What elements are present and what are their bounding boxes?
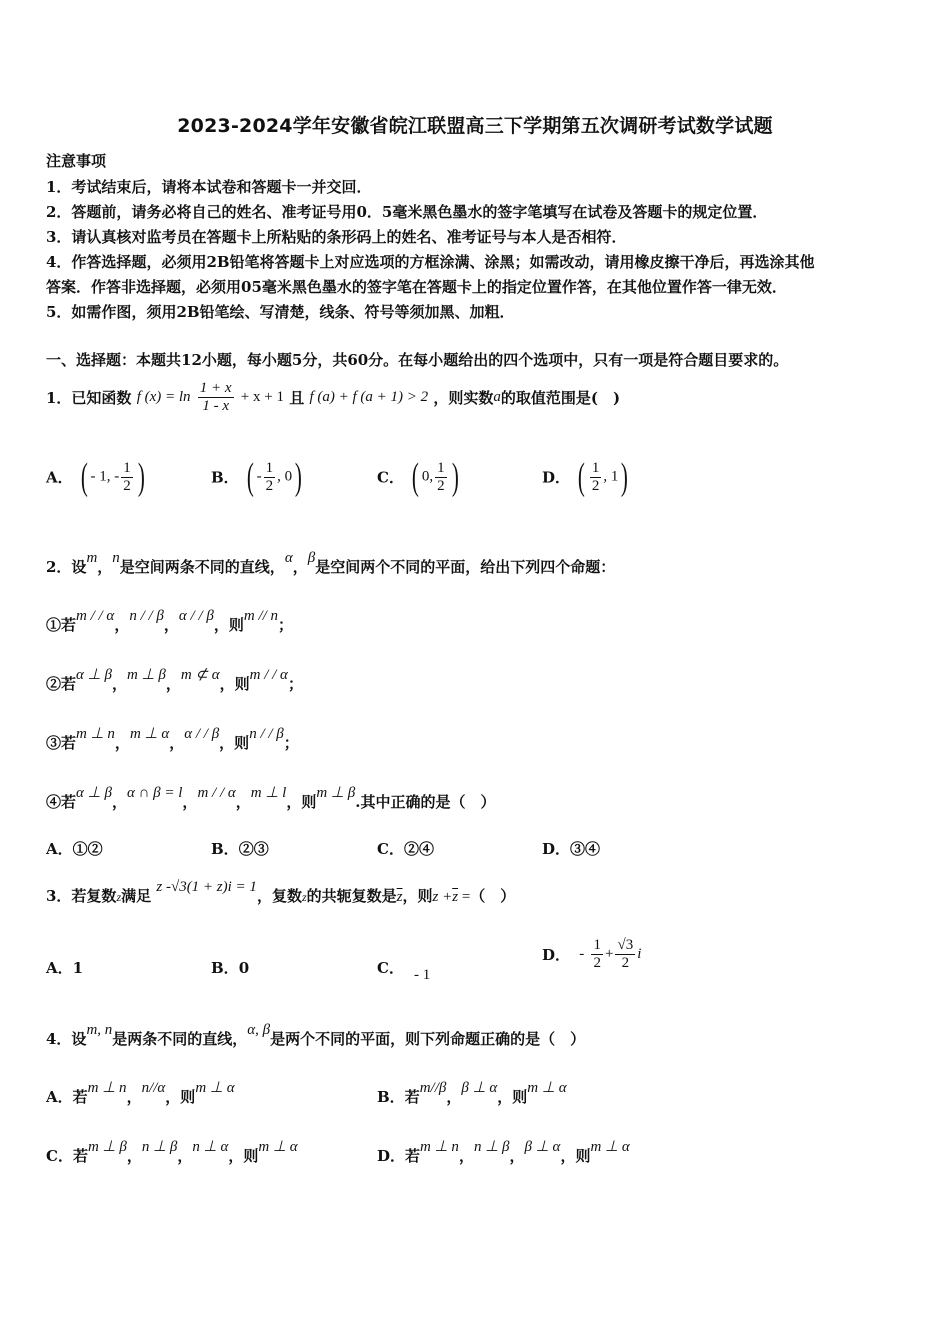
option-label: C． [377,840,404,858]
option-fraction-2 [615,937,635,972]
close-paren-icon: ) [621,456,629,498]
option-label: D． [542,946,571,964]
option-fraction [590,460,602,495]
fraction-num: 1 [437,459,445,476]
q2-comma-2: ， [292,558,308,576]
option-fraction [121,460,133,495]
q2-option-a[interactable] [46,838,103,859]
option-result: m ⊥ α [590,1139,630,1155]
section-heading: 一、选择题：本题共12小题，每小题5分，共60分。在每小题给出的四个选项中，只有一项是符合题目要求的。 [46,351,789,369]
q3-option-d[interactable] [542,937,641,972]
option-text: ②③ [238,840,269,858]
q1-option-d[interactable] [542,458,631,496]
q2-prefix: 2．设 [46,558,87,576]
option-then: ，则 [228,1147,259,1165]
q2-proposition-4 [46,785,496,812]
prop-then: ，则 [219,675,250,693]
q2-proposition-3 [46,726,299,753]
option-text: - 1 [413,967,431,983]
prop-then: ，则 [213,616,244,634]
prop-cond-b: m ⊥ β [126,667,166,683]
q4-option-a[interactable] [46,1080,235,1107]
q4-option-b[interactable] [377,1080,567,1107]
option-i: i [637,946,642,962]
option-label: B． [377,1088,405,1106]
option-label: D． [377,1147,406,1165]
prop-cond-a: α ⊥ β [76,667,112,683]
sqrt-icon: √ [170,879,180,895]
open-paren-icon: ( [412,456,419,498]
prop-cond-b: n / / β [129,608,164,624]
sep: ， [458,1147,474,1165]
sep: ， [446,1088,462,1106]
option-cond-a: m ⊥ n [420,1139,459,1155]
fraction-den: 2 [591,477,600,494]
sep: ， [114,616,130,634]
option-cond-b: β ⊥ α [461,1080,498,1096]
option-cond-a: m//β [419,1080,447,1096]
prop-cond-d: m ⊥ l [250,785,287,801]
notice-item-2: 2．答题前，请务必将自己的姓名、准考证号用0．5毫米黑色墨水的签字笔填写在试卷及答题卡的规定位置． [46,203,768,221]
option-label: C． [46,1147,73,1165]
option-cond-c: β ⊥ α [524,1139,561,1155]
option-label: A． [46,1088,73,1106]
option-part: - 1, - [90,468,120,485]
option-then: ，则 [497,1088,528,1106]
option-cond-b: n ⊥ β [141,1139,178,1155]
q3-expr-b: $\overline{z}$ [452,889,459,905]
option-plus: + [604,946,614,962]
option-label: B． [211,959,239,977]
option-label: B． [211,840,239,858]
q3-expr-a: z + [432,889,453,905]
prop-cond-c: α / / β [184,726,220,742]
prop-cond-a: m ⊥ n [76,726,115,742]
q3-z-2: z [301,890,307,904]
prop-lead: ②若 [46,675,77,693]
question-4 [46,1022,586,1049]
q4-text-2: 是两个不同的平面，则下列命题正确的是（ ） [270,1030,586,1048]
prop-end: .其中正确的是（ ） [355,793,496,811]
notice-item-3: 3．请认真核对监考员在答题卡上所粘贴的条形码上的姓名、准考证号与本人是否相符． [46,228,627,246]
q4-ab: α, β [247,1022,271,1038]
prop-then: ，则 [286,793,317,811]
fraction-num: 1 [265,459,274,476]
sep: ， [182,793,198,811]
q3-zbar: $\overline{z}$ [396,889,403,905]
option-minus: - [579,946,585,962]
question-1 [46,380,620,415]
prop-cond-b: m ⊥ α [129,726,170,742]
option-label: A． [46,468,73,487]
q1-option-c[interactable] [377,458,461,496]
close-paren-icon: ) [451,456,459,498]
q3-z: z [116,890,122,904]
q1-fraction [198,380,234,415]
prop-result: n / / β [249,726,284,742]
q1-option-b[interactable] [211,458,305,496]
sep: ， [177,1147,193,1165]
prop-result: m ⊥ β [316,785,356,801]
option-lead: 若 [405,1147,421,1165]
fraction-den: 2 [437,477,445,494]
fraction-den: 2 [593,955,601,971]
q3-option-b[interactable] [211,957,249,978]
option-cond-c: n ⊥ α [192,1139,229,1155]
option-label: B． [211,468,239,487]
option-part-2: , 0 [277,468,293,485]
q3-text-1: 满足 [121,887,152,905]
sep: ， [111,793,127,811]
option-text: ③④ [570,840,601,858]
q1-and: 且 [289,389,305,407]
option-cond-a: m ⊥ n [87,1080,127,1096]
notice-item-1: 1．考试结束后，请将本试卷和答题卡一并交回． [46,178,372,196]
fraction-num: 1 [591,459,600,476]
notice-item-4-cont: 答案．作答非选择题，必须用05毫米黑色墨水的签字笔在答题卡上的指定位置作答，在其他位置作答一律无效． [46,278,787,296]
option-then: ，则 [560,1147,591,1165]
prop-cond-a: m / / α [76,608,115,624]
prop-cond-c: α / / β [178,608,214,624]
option-label: A． [46,959,73,977]
prop-result: m // n [243,608,279,624]
q1-condition: f (a) + f (a + 1) > 2 [309,389,429,405]
q2-option-b[interactable] [211,838,269,859]
q4-text-1: 是两条不同的直线， [112,1030,248,1048]
q3-option-a[interactable] [46,957,83,978]
option-part: - [256,468,262,485]
option-text: ②④ [403,840,434,858]
q1-function-lhs: f (x) = ln [136,389,191,405]
q2-proposition-2 [46,667,303,694]
option-fraction-1 [591,937,603,972]
q3-option-c[interactable] [377,957,431,983]
q3-text-5: （ ） [470,887,516,905]
q2-n: n [112,550,120,566]
option-result: m ⊥ α [258,1139,298,1155]
prop-end: ； [283,734,299,752]
fraction-den: 2 [123,477,131,494]
sqrt-icon: √ [617,937,626,953]
option-text: 0 [238,959,250,977]
page-title: 2023-2024学年安徽省皖江联盟高三下学期第五次调研考试数学试题 [177,115,773,137]
sep: ， [235,793,251,811]
option-label: A． [46,840,73,858]
prop-lead: ①若 [46,616,77,634]
sep: ， [126,1088,142,1106]
fraction-num: 1 [123,459,131,476]
q2-comma: ， [97,558,113,576]
option-lead: 若 [404,1088,420,1106]
q2-alpha: α [284,550,293,566]
option-cond-b: n ⊥ β [473,1139,510,1155]
sep: ， [163,616,179,634]
q2-text-1: 是空间两条不同的直线， [119,558,285,576]
prop-end: ； [278,616,294,634]
q1-fraction-num: 1 + x [199,380,232,396]
option-part-2: , 1 [603,468,619,485]
q2-option-c[interactable] [377,838,434,859]
option-cond-a: m ⊥ β [87,1139,127,1155]
q4-option-c[interactable] [46,1139,298,1166]
option-label: D． [542,840,571,858]
question-2 [46,550,616,577]
fraction-den: 2 [265,477,274,494]
option-label: C． [377,468,404,487]
option-result: m ⊥ α [527,1080,567,1096]
q1-option-a[interactable] [46,458,147,496]
sep: ， [111,675,127,693]
q1-suffix-2: 的取值范围是( ) [500,389,621,407]
fraction-den: 2 [621,955,630,971]
q1-function-rhs: + x + 1 [240,389,284,405]
fraction-num-sqrt [615,937,635,955]
q2-beta: β [307,550,316,566]
prop-lead: ④若 [46,793,77,811]
open-paren-icon: ( [578,456,586,498]
option-lead: 若 [72,1088,88,1106]
option-text: ①② [72,840,103,858]
fraction-num: 1 [593,937,601,953]
option-result: m ⊥ α [195,1080,235,1096]
notice-item-5: 5．如需作图，须用2B铅笔绘、写清楚，线条、符号等须加黑、加粗． [46,303,515,321]
option-label: C． [377,959,404,977]
q3-equation-b: 3(1 + z)i = 1 [179,879,257,895]
sqrt-value: 3 [625,937,634,953]
option-part: 0, [421,468,434,485]
q3-text-2: ，复数 [256,887,302,905]
option-text: 1 [72,959,84,977]
open-paren-icon: ( [80,456,88,498]
prop-cond-a: α ⊥ β [76,785,112,801]
q3-prefix: 3．若复数 [46,887,117,905]
q2-text-2: 是空间两个不同的平面，给出下列四个命题： [315,558,616,576]
q2-option-d[interactable] [542,838,600,859]
option-fraction [264,460,276,495]
option-lead: 若 [72,1147,88,1165]
sep: ， [165,675,181,693]
q4-option-d[interactable] [377,1139,630,1166]
q3-text-4: ，则 [402,887,433,905]
prop-cond-c: m ⊄ α [180,667,220,683]
notice-item-4: 4．作答选择题，必须用2B铅笔将答题卡上对应选项的方框涂满、涂黑；如需改动，请用橡皮擦干净后，再选涂其他 [46,253,815,271]
close-paren-icon: ) [137,456,145,498]
prop-cond-b: α ∩ β = l [126,785,183,801]
q1-suffix: ，则实数 [433,389,494,407]
prop-cond-c: m / / α [197,785,236,801]
sep: ， [169,734,185,752]
prop-end: ； [287,675,303,693]
question-3 [46,879,516,906]
close-paren-icon: ) [294,456,302,498]
sep: ， [114,734,130,752]
sep: ， [509,1147,525,1165]
q4-prefix: 4．设 [46,1030,87,1048]
q3-text-3: 的共轭复数是 [306,887,397,905]
q1-var: a [493,389,501,405]
q3-expr-c: = [458,889,471,905]
option-label: D． [542,468,571,487]
q3-equation-a: z - [156,879,171,895]
prop-lead: ③若 [46,734,77,752]
option-fraction [435,460,447,495]
sep: ， [126,1147,142,1165]
option-then: ，则 [165,1088,196,1106]
q2-proposition-1 [46,608,294,635]
q1-prefix: 1．已知函数 [46,389,132,407]
q2-m: m [86,550,98,566]
q4-mn: m, n [86,1022,113,1038]
notice-heading: 注意事项 [46,152,107,170]
prop-then: ，则 [219,734,250,752]
open-paren-icon: ( [246,456,254,498]
option-cond-b: n//α [141,1080,166,1096]
prop-result: m / / α [249,667,288,683]
q1-fraction-den: 1 - x [202,398,229,414]
